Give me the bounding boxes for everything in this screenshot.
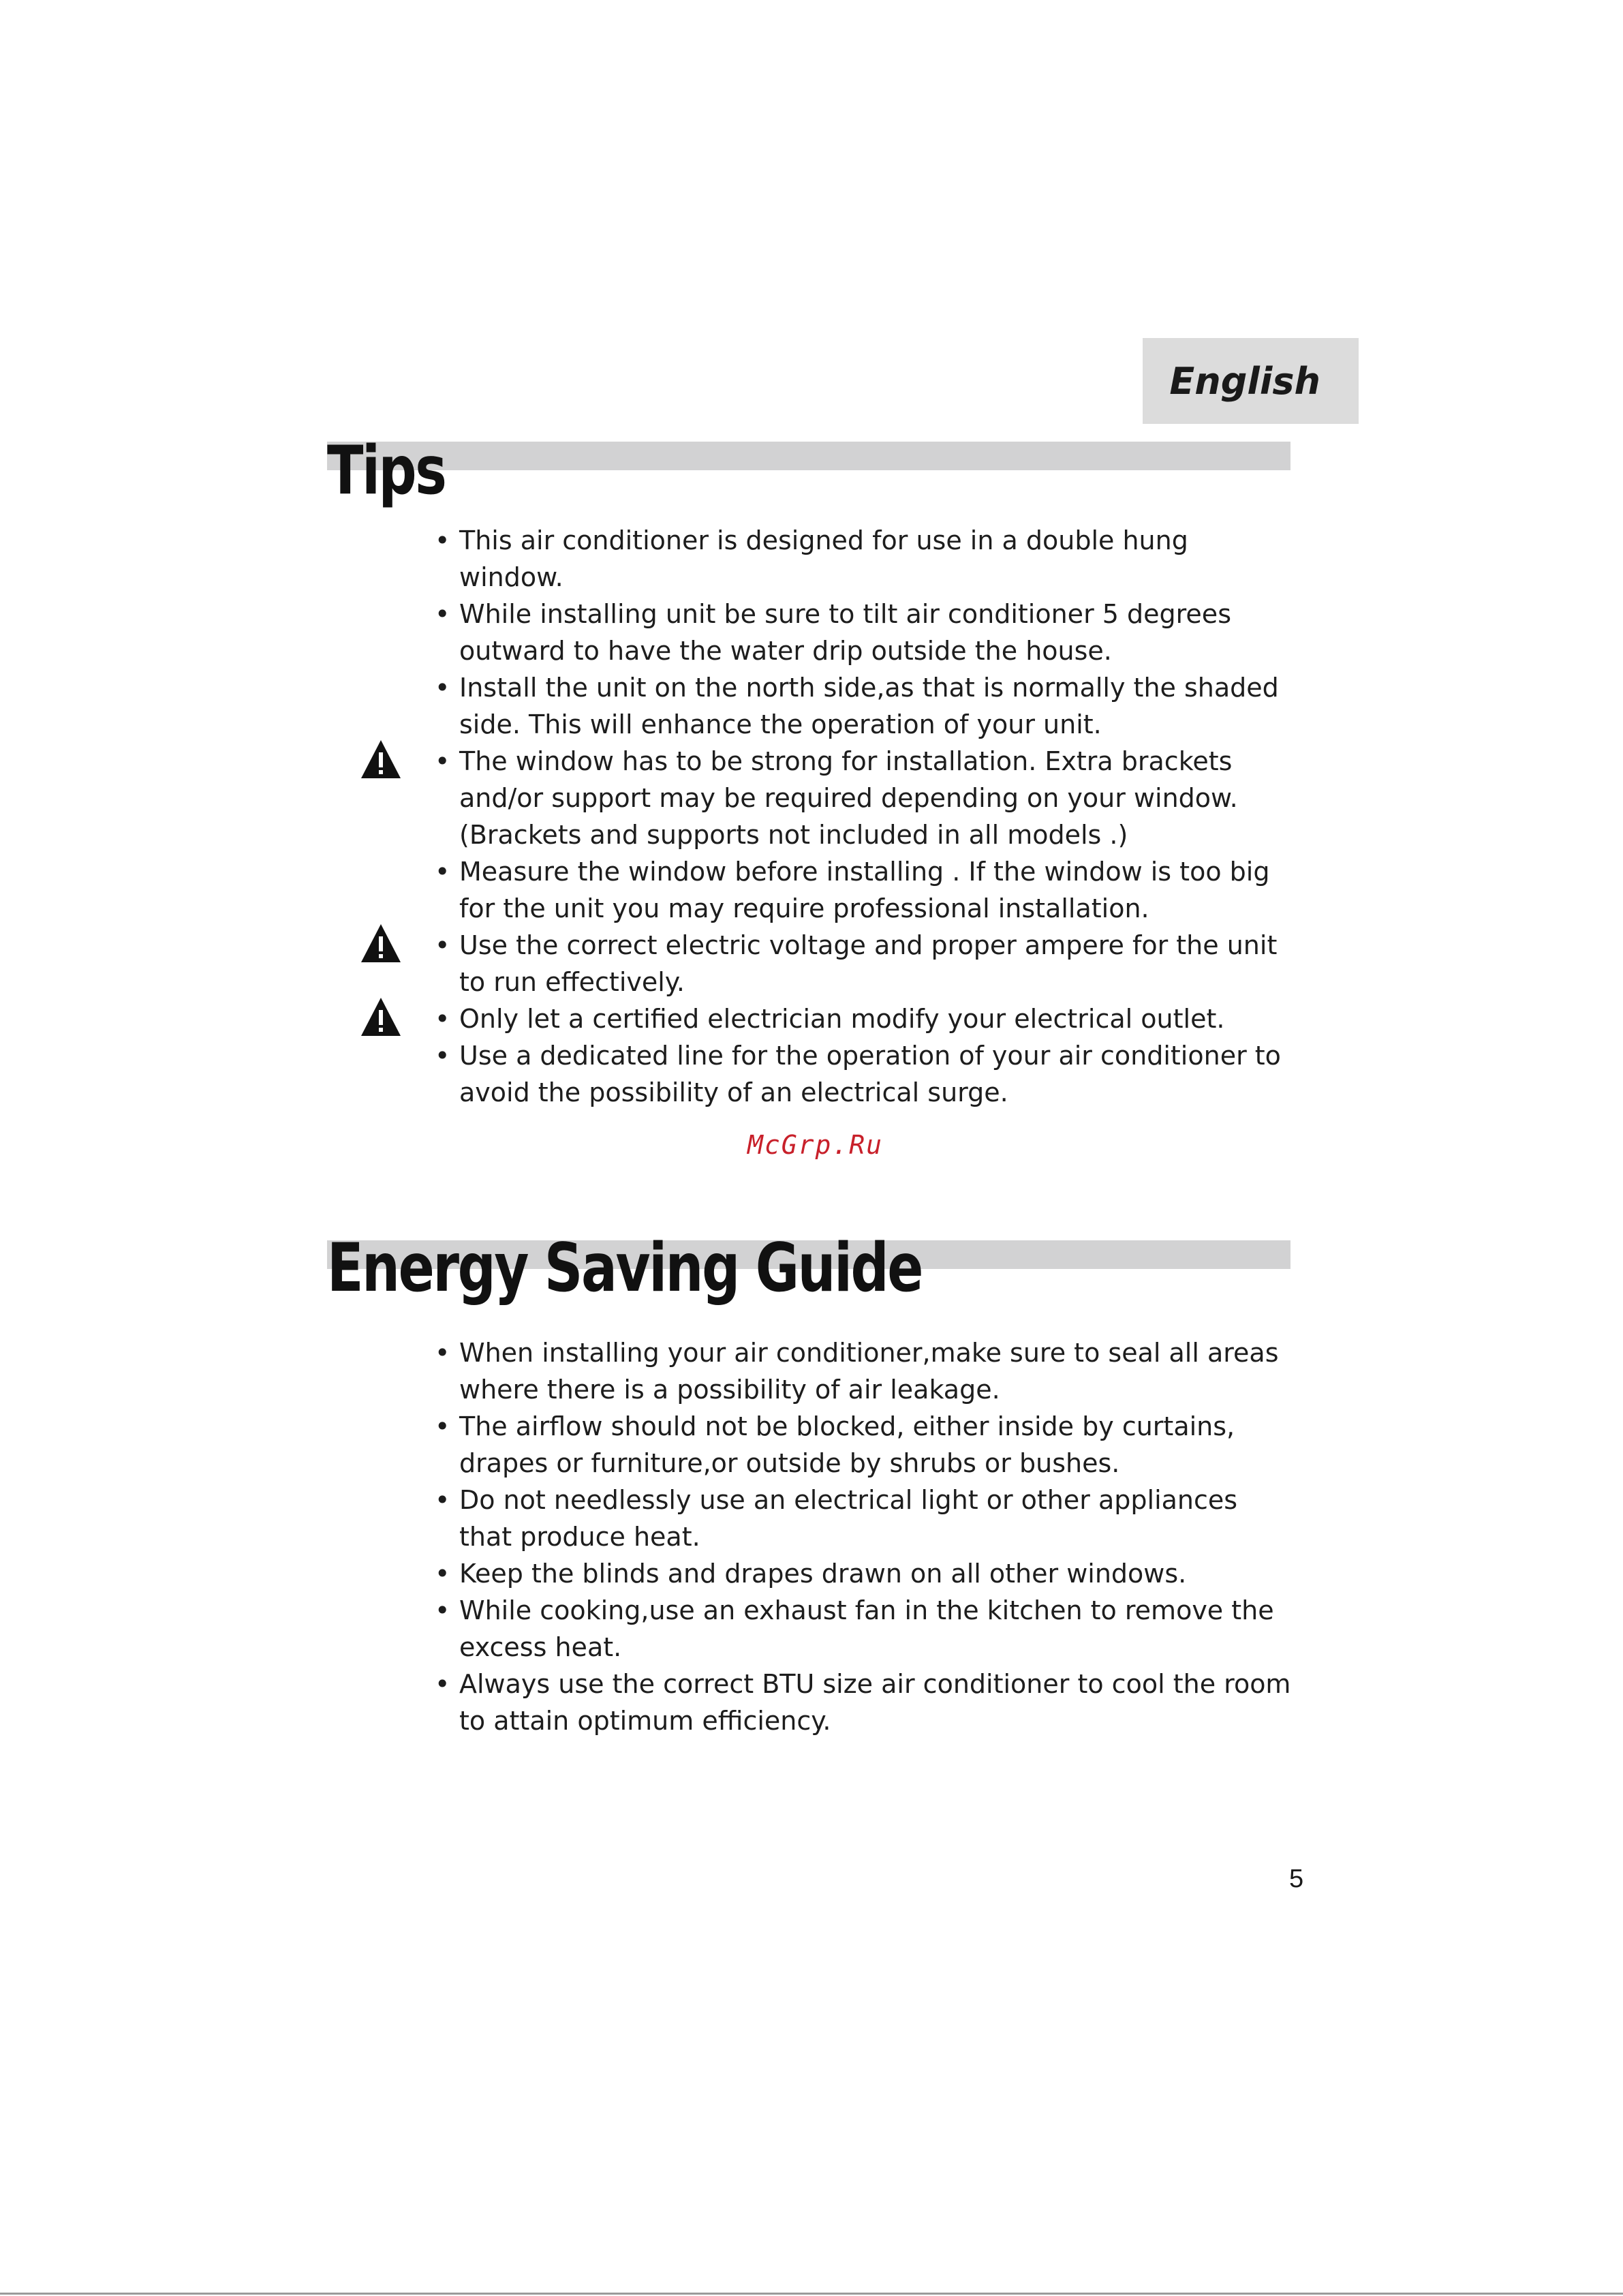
energy-item-text: Do not needlessly use an electrical light or other appliances that produce heat. xyxy=(459,1485,1238,1552)
energy-item-text: Keep the blinds and drapes drawn on all other windows. xyxy=(459,1559,1187,1589)
tip-item xyxy=(435,669,1293,743)
energy-item xyxy=(435,1482,1293,1555)
page-number: 5 xyxy=(1289,1865,1304,1893)
bullet-dot: • xyxy=(435,930,450,960)
bullet-dot: • xyxy=(435,1669,450,1699)
tip-item xyxy=(435,596,1293,669)
bullet-dot: • xyxy=(435,1559,450,1589)
energy-item xyxy=(435,1666,1293,1739)
tip-item-text: This air conditioner is designed for use in a double hung window. xyxy=(459,525,1188,592)
bullet-dot: • xyxy=(435,1595,450,1625)
bullet-dot: • xyxy=(435,1041,450,1071)
bullet-dot: • xyxy=(435,525,450,555)
energy-item-text: Always use the correct BTU size air conditioner to cool the room to attain optimum efficiency. xyxy=(459,1669,1291,1736)
tip-item-text: Install the unit on the north side,as that is normally the shaded side. This will enhance the operation of your unit. xyxy=(459,673,1279,739)
tips-list xyxy=(435,522,1293,1111)
tip-item xyxy=(435,1037,1293,1111)
energy-title: Energy Saving Guide xyxy=(327,1229,923,1307)
bottom-rule xyxy=(0,2293,1623,2295)
energy-item-text: When installing your air conditioner,make sure to seal all areas where there is a possibility of air leakage. xyxy=(459,1338,1279,1405)
tip-item xyxy=(435,522,1293,596)
tip-item-text: Use the correct electric voltage and proper ampere for the unit to run effectively. xyxy=(459,930,1278,997)
bullet-dot: • xyxy=(435,673,450,703)
tip-item xyxy=(435,743,1293,853)
tip-item-text: Only let a certified electrician modify your electrical outlet. xyxy=(459,1004,1225,1034)
tips-title: Tips xyxy=(327,432,446,510)
bullet-dot: • xyxy=(435,746,450,776)
tip-item-text: While installing unit be sure to tilt air conditioner 5 degrees outward to have the water drip outside the house. xyxy=(459,599,1231,666)
bullet-dot: • xyxy=(435,1004,450,1034)
warning-triangle-icon xyxy=(360,923,402,964)
energy-item-text: While cooking,use an exhaust fan in the kitchen to remove the excess heat. xyxy=(459,1595,1274,1662)
language-tab xyxy=(1143,338,1359,424)
energy-item-text: The airflow should not be blocked, either inside by curtains, drapes or furniture,or outside by shrubs or bushes. xyxy=(459,1411,1235,1478)
bullet-dot: • xyxy=(435,1485,450,1515)
warning-triangle-icon xyxy=(360,739,402,780)
tip-item-text: Measure the window before installing . If the window is too big for the unit you may require professional installation. xyxy=(459,857,1270,923)
energy-item xyxy=(435,1555,1293,1592)
language-label: English xyxy=(1169,359,1320,403)
energy-item xyxy=(435,1592,1293,1666)
watermark: McGrp.Ru xyxy=(747,1130,884,1160)
energy-list xyxy=(435,1334,1293,1739)
tip-item xyxy=(435,927,1293,1000)
energy-item xyxy=(435,1334,1293,1408)
tips-header-bar xyxy=(327,442,1290,470)
tip-item-text: Use a dedicated line for the operation of your air conditioner to avoid the possibility of an electrical surge. xyxy=(459,1041,1281,1107)
tip-item xyxy=(435,853,1293,927)
bullet-dot: • xyxy=(435,599,450,629)
warning-triangle-icon xyxy=(360,996,402,1037)
bullet-dot: • xyxy=(435,1338,450,1368)
bullet-dot: • xyxy=(435,857,450,887)
bullet-dot: • xyxy=(435,1411,450,1441)
tip-item xyxy=(435,1000,1293,1037)
energy-item xyxy=(435,1408,1293,1482)
tip-item-text: The window has to be strong for installation. Extra brackets and/or support may be required depending on your window. (Brackets and supports not included in all models .) xyxy=(459,746,1238,850)
